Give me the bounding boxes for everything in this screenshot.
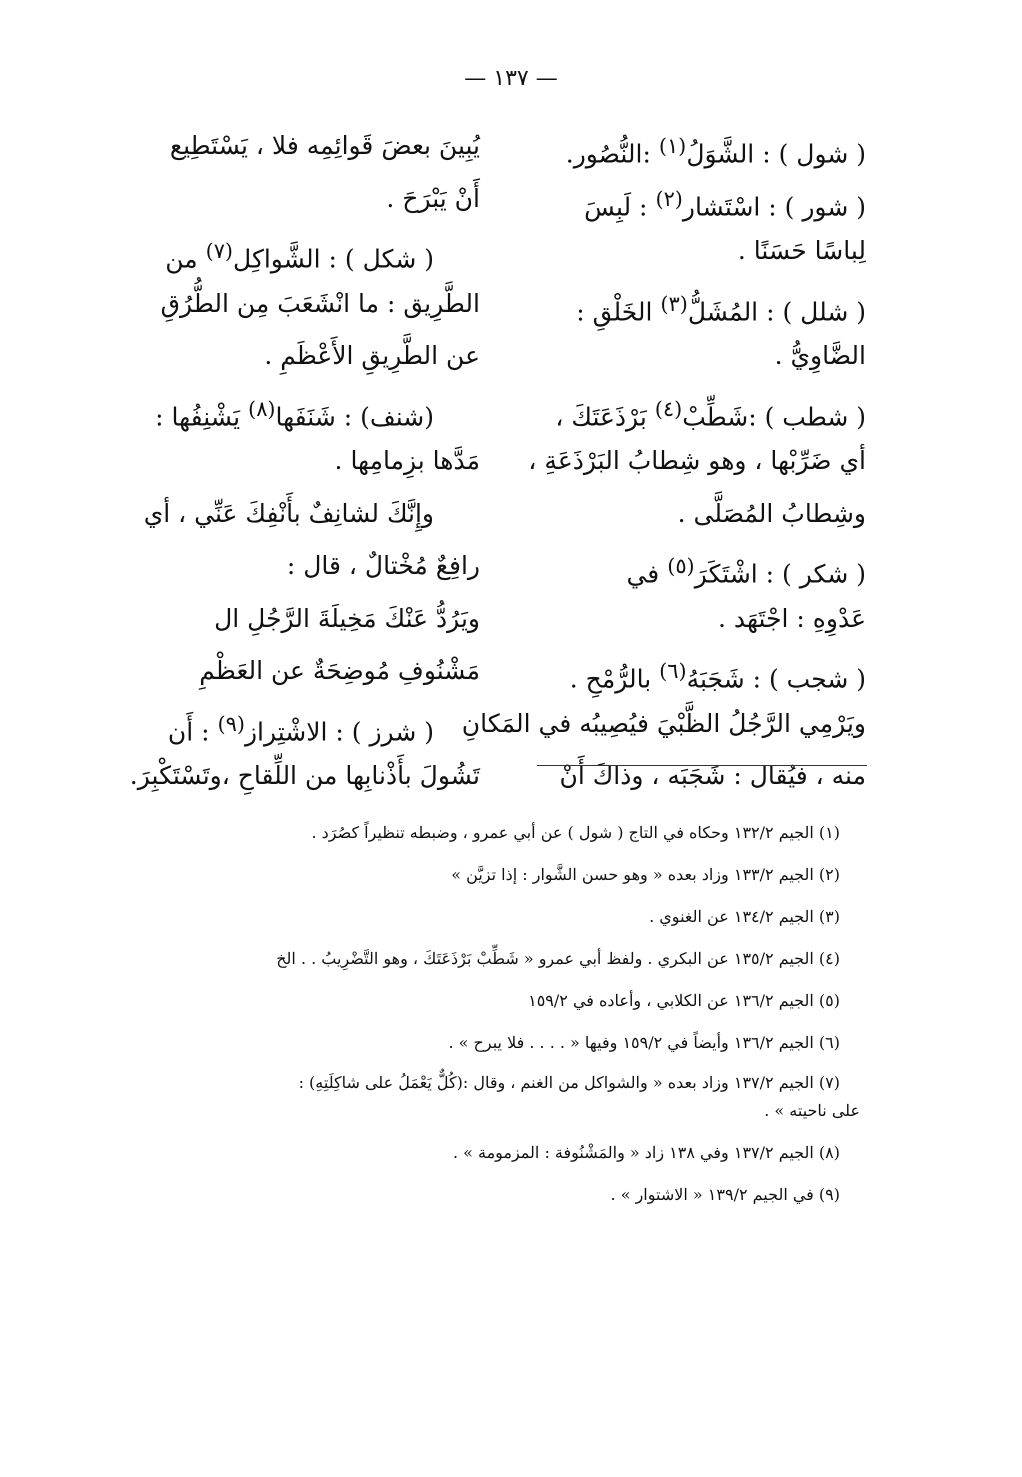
text-line: يُبِينَ بعضَ قَوائِمِه فلا ، يَسْتَطِيع [169, 131, 480, 160]
text-line: ( شول ) : الشَّوَلُ$^{(١)}$ :النُّصُور. [565, 134, 866, 169]
text-line: (شنف) : شَنَفَها$^{(٨)}$ يَشْنِفُها : [155, 396, 434, 431]
footnote: (١) الجيم ١٣٢/٢ وحكاه في التاج ( شول ) عن أبي عمرو ، وضبطه تنظيراً كصُرَد . [311, 823, 840, 842]
footnote: (٢) الجيم ١٣٣/٢ وزاد بعده « وهو حسن الشَّوار : إذا تزيَّن » [451, 865, 840, 884]
footnote: (٩) في الجيم ١٣٩/٢ « الاشتوار » . [610, 1185, 840, 1204]
text-line: تَشُولَ بأَذْنابِها من اللِّقاحِ ،وتَسْتَكْبِرَ. [129, 761, 480, 790]
footnote: (٦) الجيم ١٣٦/٢ وأيضاً في ١٥٩/٢ وفيها « . . . . فلا يبرح » . [448, 1033, 840, 1052]
text-line: لِباسًا حَسَنًا . [737, 236, 866, 265]
text-line: عَدْوِهِ : اجْتَهَد . [717, 603, 866, 633]
text-line: وإِنَّكَ لشانِفٌ بأَنْفِكَ عَنِّي ، أي [143, 498, 434, 528]
text-line: رافِعٌ مُخْتالٌ ، قال : [286, 551, 480, 580]
footnote-continuation: على ناحيته » . [764, 1101, 860, 1120]
footnote: (٣) الجيم ١٣٤/٢ عن الغنوي . [649, 907, 840, 926]
text-line: ( شكر ) : اشْتَكَرَ$^{(٥)}$ في [626, 554, 866, 589]
text-line: ( شجب ) : شَجَبَهُ$^{(٦)}$ بالرُّمْحِ . [569, 659, 866, 694]
text-line: ويَرُدُّ عَنْكَ مَخِيلَةَ الرَّجُلِ ال [214, 603, 480, 633]
text-line: أَنْ يَبْرَحَ . [386, 183, 480, 213]
text-line: ( شكل ) : الشَّواكِل$^{(٧)}$ من [165, 239, 434, 274]
page-number: — ١٣٧ — [464, 66, 558, 91]
text-line: عن الطَّرِيقِ الأَعْظَمِ . [264, 341, 480, 370]
footnote-divider [537, 765, 867, 766]
text-line: منه ، فيُقال : شَجَبَه ، وذاكَ أَنْ [559, 761, 866, 790]
text-line: الضَّاوِيُّ . [774, 341, 866, 370]
text-line: ( شور ) : اسْتَشار$^{(٢)}$ : لَبِسَ [584, 186, 866, 221]
text-line: ( شطب ) :شَطِّبْ$^{(٤)}$ بَرْذَعَتَكَ ، [555, 396, 866, 431]
right-column [461, 120, 866, 803]
text-line: مَشْنُوفِ مُوضِحَةٌ عن العَظْمِ [199, 656, 480, 685]
left-column [128, 120, 480, 803]
footnote: (٤) الجيم ١٣٥/٢ عن البكري . ولفظ أبي عمرو « شَطِّبْ بَرْذَعَتَكَ ، وهو التَّضْرِيبُ . . الخ [276, 949, 840, 968]
text-line: ( شرز ) : الاشْتِراز$^{(٩)}$ : أَن [167, 711, 434, 746]
footnote: (٨) الجيم ١٣٧/٢ وفي ١٣٨ زاد « والمَشْنُوفة : المزمومة » . [452, 1143, 840, 1162]
footnote: (٥) الجيم ١٣٦/٢ عن الكلابي ، وأعاده في ١٥٩/٢ [528, 991, 840, 1010]
text-line: وشِطابُ المُصَلَّى . [677, 498, 866, 528]
text-line: مَدَّها بزِمامِها . [334, 446, 480, 475]
text-line: الطَّرِيق : ما انْشَعَبَ مِن الطُّرُقِ [160, 288, 480, 318]
footnote: (٧) الجيم ١٣٧/٢ وزاد بعده « والشواكل من الغنم ، وقال :(كُلٌّ يَعْمَلُ على شاكِلَتِهِ) : [298, 1073, 840, 1092]
text-line: أي ضَرِّبْها ، وهو شِطابُ البَرْذَعَةِ ، [528, 446, 866, 475]
text-line: ( شلل ) : المُشَلُّ$^{(٣)}$ الخَلْقِ : [576, 291, 866, 326]
footnotes [120, 812, 860, 1216]
text-line: ويَرْمِي الرَّجُلُ الظَّبْيَ فيُصِيبُه في المَكانِ [461, 708, 866, 738]
